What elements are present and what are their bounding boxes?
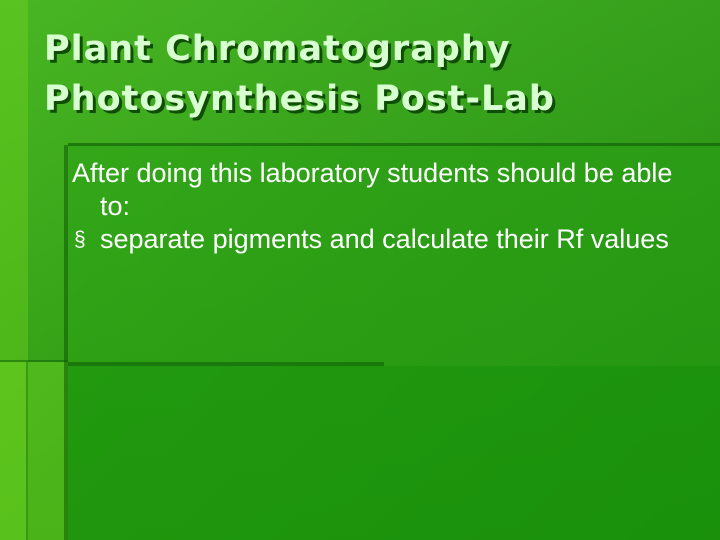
section-sign-bullet-icon: § xyxy=(74,228,86,251)
decorative-lower-panel xyxy=(68,366,720,540)
objective-list xyxy=(72,223,687,256)
decorative-top-rule xyxy=(68,143,720,146)
intro-text: After doing this laboratory students should be able to: xyxy=(72,158,673,221)
slide-title xyxy=(44,24,694,124)
decorative-left-stripe xyxy=(0,0,28,540)
slide-title-line-1: Plant Chromatography xyxy=(44,29,511,69)
decorative-vertical-line xyxy=(64,145,68,540)
objective-text: separate pigments and calculate their Rf values xyxy=(100,224,669,254)
objective-item xyxy=(72,223,687,256)
slide-body xyxy=(72,157,687,256)
decorative-lower-left-panel xyxy=(0,362,68,540)
slide-title-line-2: Photosynthesis Post-Lab xyxy=(44,79,555,119)
decorative-vertical-line-small xyxy=(26,362,28,540)
decorative-middle-rule xyxy=(68,362,384,366)
decorative-left-rule xyxy=(0,360,68,362)
